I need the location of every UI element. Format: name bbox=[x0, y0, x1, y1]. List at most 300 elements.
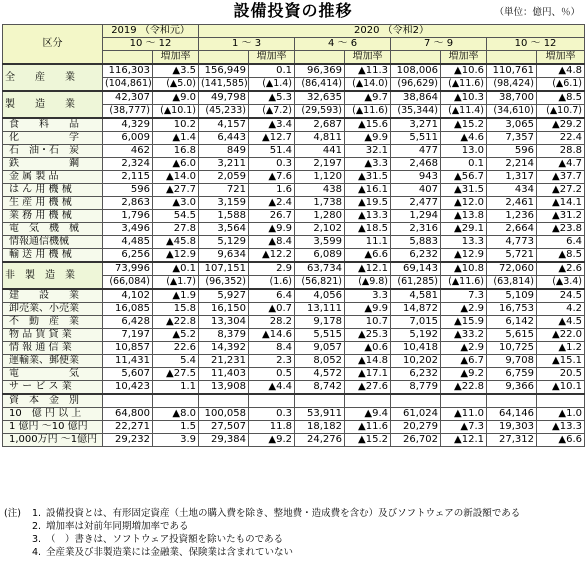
amount-cell: 19,303 bbox=[487, 421, 537, 434]
growth-cell: 7.3 bbox=[441, 289, 487, 303]
quarter-header: 1 ～ 3 bbox=[199, 38, 295, 51]
growth-cell: 6.4 bbox=[249, 289, 295, 303]
table-row bbox=[3, 158, 585, 171]
amount-cell: 3,159 bbox=[199, 197, 249, 210]
row-label: 製 造 業 bbox=[3, 91, 103, 118]
growth-cell: 6.4 bbox=[537, 236, 585, 249]
amount-cell: 1,588 bbox=[199, 210, 249, 223]
amount-header bbox=[295, 51, 345, 65]
growth-cell: ▲14.1 bbox=[537, 197, 585, 210]
growth-excl-software-cell: (▲9.8) bbox=[345, 276, 391, 290]
growth-cell: ▲15.1 bbox=[537, 355, 585, 368]
note-number: 4. bbox=[32, 547, 42, 558]
amount-cell bbox=[487, 394, 537, 408]
amount-cell: 2,197 bbox=[295, 158, 345, 171]
growth-cell: ▲4.8 bbox=[537, 64, 585, 78]
table-row bbox=[3, 303, 585, 316]
growth-excl-software-cell: (▲5.0) bbox=[153, 78, 199, 92]
growth-cell: ▲2.9 bbox=[441, 342, 487, 355]
amount-cell: 6,256 bbox=[103, 249, 153, 263]
growth-cell: ▲9.9 bbox=[345, 303, 391, 316]
growth-cell: 22.4 bbox=[537, 132, 585, 145]
amount-cell: 434 bbox=[487, 184, 537, 197]
amount-cell: 4,572 bbox=[295, 368, 345, 381]
growth-header: 増加率 bbox=[153, 51, 199, 65]
amount-cell: 8,779 bbox=[391, 381, 441, 395]
amount-cell: 2,687 bbox=[295, 118, 345, 132]
amount-cell: 11,403 bbox=[199, 368, 249, 381]
growth-cell: ▲13.3 bbox=[537, 421, 585, 434]
note-text: 全産業及び非製造業には金融業、保険業は含まれていない bbox=[46, 547, 294, 558]
amount-cell: 2,461 bbox=[487, 197, 537, 210]
growth-cell: 1.1 bbox=[153, 381, 199, 395]
row-label: 電 気 機 械 bbox=[3, 223, 103, 236]
growth-cell: ▲6.6 bbox=[537, 434, 585, 447]
growth-excl-software-cell: (▲11.4) bbox=[441, 105, 487, 119]
amount-cell: 156,949 bbox=[199, 64, 249, 78]
table-row bbox=[3, 249, 585, 263]
amount-cell: 3,599 bbox=[295, 236, 345, 249]
growth-cell: 0.3 bbox=[249, 408, 295, 421]
growth-cell: ▲8.5 bbox=[537, 91, 585, 105]
amount-cell: 13,908 bbox=[199, 381, 249, 395]
row-label: 食 料 品 bbox=[3, 118, 103, 132]
table-row bbox=[3, 64, 585, 78]
amount-cell: 3,496 bbox=[103, 223, 153, 236]
amount-cell: 10,423 bbox=[103, 381, 153, 395]
amount-cell: 116,303 bbox=[103, 64, 153, 78]
growth-cell: ▲4.4 bbox=[249, 381, 295, 395]
amount-cell: 107,151 bbox=[199, 262, 249, 276]
growth-cell: ▲14.6 bbox=[249, 329, 295, 342]
growth-cell bbox=[249, 394, 295, 408]
amount-cell: 9,708 bbox=[487, 355, 537, 368]
amount-cell: 61,024 bbox=[391, 408, 441, 421]
table-row bbox=[3, 434, 585, 447]
growth-cell: ▲3.3 bbox=[345, 158, 391, 171]
growth-cell: ▲1.2 bbox=[537, 342, 585, 355]
capex-table bbox=[2, 24, 585, 447]
growth-cell: ▲56.7 bbox=[441, 171, 487, 184]
growth-cell: ▲14.8 bbox=[345, 355, 391, 368]
amount-cell: 14,392 bbox=[199, 342, 249, 355]
growth-cell: ▲10.3 bbox=[441, 91, 487, 105]
amount-cell: 2,664 bbox=[487, 223, 537, 236]
growth-cell: ▲15.9 bbox=[441, 316, 487, 329]
growth-cell: ▲11.0 bbox=[441, 408, 487, 421]
growth-cell: 13.3 bbox=[441, 236, 487, 249]
table-row bbox=[3, 236, 585, 249]
growth-cell: ▲1.9 bbox=[153, 289, 199, 303]
amount-cell: 438 bbox=[295, 184, 345, 197]
amount-cell: 2,477 bbox=[391, 197, 441, 210]
amount-cell: 6,232 bbox=[391, 249, 441, 263]
page-title: 設備投資の推移 bbox=[233, 1, 353, 20]
amount-cell: 42,307 bbox=[103, 91, 153, 105]
amount-cell: 8,379 bbox=[199, 329, 249, 342]
amount-cell: 3,564 bbox=[199, 223, 249, 236]
growth-cell: ▲9.7 bbox=[345, 91, 391, 105]
amount-cell: 5,615 bbox=[487, 329, 537, 342]
amount-cell: 4,329 bbox=[103, 118, 153, 132]
amount-cell: 1,280 bbox=[295, 210, 345, 223]
amount-cell: 8,052 bbox=[295, 355, 345, 368]
amount-cell: 10,725 bbox=[487, 342, 537, 355]
row-label: 情 報 通 信 業 bbox=[3, 342, 103, 355]
amount-cell: 96,369 bbox=[295, 64, 345, 78]
growth-cell bbox=[441, 394, 487, 408]
amount-cell: 9,057 bbox=[295, 342, 345, 355]
amount-cell: 73,996 bbox=[103, 262, 153, 276]
growth-cell: ▲31.2 bbox=[537, 210, 585, 223]
amount-cell: 4,581 bbox=[391, 289, 441, 303]
category-header: 区分 bbox=[3, 25, 103, 65]
table-row bbox=[3, 145, 585, 158]
amount-cell: 64,800 bbox=[103, 408, 153, 421]
quarter-header: 10 ～ 12 bbox=[103, 38, 199, 51]
growth-cell: ▲8.4 bbox=[249, 236, 295, 249]
amount-cell: 4,485 bbox=[103, 236, 153, 249]
table-row bbox=[3, 394, 585, 408]
growth-cell: ▲45.8 bbox=[153, 236, 199, 249]
row-label: 1,000万円 ～1億円 bbox=[3, 434, 103, 447]
growth-cell: ▲27.6 bbox=[345, 381, 391, 395]
amount-cell: 943 bbox=[391, 171, 441, 184]
growth-cell: ▲27.2 bbox=[537, 184, 585, 197]
table-row bbox=[3, 197, 585, 210]
amount-cell: 407 bbox=[391, 184, 441, 197]
growth-cell: ▲12.7 bbox=[249, 132, 295, 145]
amount-cell: 9,366 bbox=[487, 381, 537, 395]
table-row bbox=[3, 381, 585, 395]
amount-excl-software-cell: (34,610) bbox=[487, 105, 537, 119]
year-2020-header: 2020 （令和2） bbox=[199, 25, 585, 38]
amount-cell: 49,798 bbox=[199, 91, 249, 105]
amount-cell: 4,056 bbox=[295, 289, 345, 303]
amount-header bbox=[391, 51, 441, 65]
growth-cell: ▲0.7 bbox=[249, 303, 295, 316]
amount-cell: 32,635 bbox=[295, 91, 345, 105]
growth-cell: ▲31.5 bbox=[345, 171, 391, 184]
growth-cell: ▲15.2 bbox=[345, 434, 391, 447]
amount-cell: 27,507 bbox=[199, 421, 249, 434]
amount-excl-software-cell: (96,629) bbox=[391, 78, 441, 92]
table-row bbox=[3, 171, 585, 184]
growth-excl-software-cell: (▲6.1) bbox=[537, 78, 585, 92]
growth-cell: ▲9.4 bbox=[345, 408, 391, 421]
amount-cell: 16,753 bbox=[487, 303, 537, 316]
quarter-header: 10 ～ 12 bbox=[487, 38, 585, 51]
amount-cell: 63,734 bbox=[295, 262, 345, 276]
amount-cell: 2,468 bbox=[391, 158, 441, 171]
amount-cell: 27,312 bbox=[487, 434, 537, 447]
growth-excl-software-cell: (▲3.4) bbox=[537, 276, 585, 290]
growth-header: 増加率 bbox=[537, 51, 585, 65]
amount-excl-software-cell: (56,821) bbox=[295, 276, 345, 290]
row-label: 生 産 用 機 械 bbox=[3, 197, 103, 210]
growth-cell: ▲12.1 bbox=[345, 262, 391, 276]
amount-cell: 26,702 bbox=[391, 434, 441, 447]
amount-cell: 1,317 bbox=[487, 171, 537, 184]
growth-cell: ▲29.1 bbox=[441, 223, 487, 236]
growth-cell: ▲10.8 bbox=[441, 262, 487, 276]
amount-cell: 6,142 bbox=[487, 316, 537, 329]
amount-cell: 8,742 bbox=[295, 381, 345, 395]
growth-cell: 13.0 bbox=[441, 145, 487, 158]
amount-cell: 6,232 bbox=[391, 368, 441, 381]
note-line bbox=[4, 546, 582, 559]
amount-cell: 13,304 bbox=[199, 316, 249, 329]
row-label: 資 本 金 別 bbox=[3, 394, 103, 408]
amount-cell: 7,015 bbox=[391, 316, 441, 329]
growth-cell: 4.2 bbox=[537, 303, 585, 316]
amount-cell: 5,192 bbox=[391, 329, 441, 342]
amount-cell: 10,418 bbox=[391, 342, 441, 355]
amount-cell: 5,515 bbox=[295, 329, 345, 342]
growth-cell: ▲22.0 bbox=[537, 329, 585, 342]
growth-cell: 15.8 bbox=[153, 303, 199, 316]
growth-cell: ▲3.5 bbox=[153, 64, 199, 78]
growth-cell: ▲10.1 bbox=[537, 381, 585, 395]
growth-cell: ▲10.6 bbox=[441, 64, 487, 78]
amount-cell: 2,316 bbox=[391, 223, 441, 236]
growth-cell: ▲27.7 bbox=[153, 184, 199, 197]
growth-cell bbox=[345, 394, 391, 408]
amount-cell: 6,443 bbox=[199, 132, 249, 145]
growth-cell: 27.8 bbox=[153, 223, 199, 236]
growth-cell bbox=[537, 394, 585, 408]
growth-excl-software-cell: (▲14.0) bbox=[345, 78, 391, 92]
growth-cell: ▲6.6 bbox=[345, 249, 391, 263]
amount-cell: 22,271 bbox=[103, 421, 153, 434]
growth-cell: ▲18.5 bbox=[345, 223, 391, 236]
growth-cell: 54.5 bbox=[153, 210, 199, 223]
growth-cell: ▲19.5 bbox=[345, 197, 391, 210]
row-label: 不 動 産 業 bbox=[3, 316, 103, 329]
amount-cell: 5,607 bbox=[103, 368, 153, 381]
growth-cell: ▲29.2 bbox=[537, 118, 585, 132]
growth-cell: 28.2 bbox=[249, 316, 295, 329]
table-body bbox=[3, 64, 585, 447]
amount-cell: 1,294 bbox=[391, 210, 441, 223]
growth-cell: ▲0.1 bbox=[153, 262, 199, 276]
table-row bbox=[3, 421, 585, 434]
amount-header bbox=[103, 51, 153, 65]
table-row bbox=[3, 118, 585, 132]
amount-cell: 5,129 bbox=[199, 236, 249, 249]
amount-cell: 38,864 bbox=[391, 91, 441, 105]
growth-cell: ▲8.5 bbox=[537, 249, 585, 263]
growth-cell: 16.8 bbox=[153, 145, 199, 158]
growth-cell: ▲14.0 bbox=[153, 171, 199, 184]
growth-cell: 1.6 bbox=[249, 184, 295, 197]
note-line bbox=[4, 507, 582, 520]
amount-cell: 2,115 bbox=[103, 171, 153, 184]
amount-cell: 21,231 bbox=[199, 355, 249, 368]
growth-cell: ▲11.3 bbox=[345, 64, 391, 78]
growth-cell: ▲8.0 bbox=[153, 408, 199, 421]
growth-cell: 10.2 bbox=[153, 118, 199, 132]
amount-cell: 64,146 bbox=[487, 408, 537, 421]
growth-cell: ▲9.9 bbox=[249, 223, 295, 236]
growth-excl-software-cell: (▲1.7) bbox=[153, 276, 199, 290]
amount-cell: 2,863 bbox=[103, 197, 153, 210]
amount-excl-software-cell: (61,285) bbox=[391, 276, 441, 290]
amount-cell: 2,102 bbox=[295, 223, 345, 236]
growth-cell: 8.4 bbox=[249, 342, 295, 355]
row-label: 卸売業、小売業 bbox=[3, 303, 103, 316]
growth-cell: ▲22.8 bbox=[153, 316, 199, 329]
growth-cell: ▲33.2 bbox=[441, 329, 487, 342]
row-label: は ん 用 機 械 bbox=[3, 184, 103, 197]
row-label: 鉄 鋼 bbox=[3, 158, 103, 171]
growth-cell: 51.4 bbox=[249, 145, 295, 158]
amount-cell bbox=[103, 394, 153, 408]
amount-cell: 53,911 bbox=[295, 408, 345, 421]
note-text: 設備投資とは、有形固定資産（土地の購入費を除き、整地費・造成費を含む）及びソフトウェアの新設額である bbox=[46, 508, 521, 519]
growth-header: 増加率 bbox=[345, 51, 391, 65]
note-number: 1. bbox=[32, 508, 42, 519]
amount-excl-software-cell: (45,233) bbox=[199, 105, 249, 119]
growth-cell: ▲6.7 bbox=[441, 355, 487, 368]
growth-cell: ▲4.5 bbox=[537, 316, 585, 329]
growth-cell: ▲4.7 bbox=[537, 158, 585, 171]
amount-cell: 20,279 bbox=[391, 421, 441, 434]
table-row bbox=[3, 91, 585, 105]
row-label: サ ー ビ ス 業 bbox=[3, 381, 103, 395]
growth-cell: ▲3.4 bbox=[249, 118, 295, 132]
growth-cell: ▲12.2 bbox=[249, 249, 295, 263]
amount-excl-software-cell: (98,424) bbox=[487, 78, 537, 92]
growth-cell: ▲15.6 bbox=[345, 118, 391, 132]
row-label: 非 製 造 業 bbox=[3, 262, 103, 289]
amount-cell: 596 bbox=[487, 145, 537, 158]
growth-cell: ▲9.0 bbox=[153, 91, 199, 105]
growth-cell: ▲4.6 bbox=[441, 132, 487, 145]
table-row bbox=[3, 132, 585, 145]
amount-cell: 5,511 bbox=[391, 132, 441, 145]
growth-cell: ▲31.5 bbox=[441, 184, 487, 197]
amount-cell: 5,883 bbox=[391, 236, 441, 249]
growth-excl-software-cell: (▲7.2) bbox=[249, 105, 295, 119]
row-label: 全 産 業 bbox=[3, 64, 103, 91]
amount-cell: 24,276 bbox=[295, 434, 345, 447]
amount-cell: 2,214 bbox=[487, 158, 537, 171]
amount-excl-software-cell: (29,593) bbox=[295, 105, 345, 119]
growth-excl-software-cell: (▲11.6) bbox=[441, 276, 487, 290]
table-row bbox=[3, 262, 585, 276]
growth-excl-software-cell: (1.6) bbox=[249, 276, 295, 290]
growth-cell: ▲12.0 bbox=[441, 197, 487, 210]
growth-cell: ▲7.6 bbox=[249, 171, 295, 184]
growth-excl-software-cell: (▲1.4) bbox=[249, 78, 295, 92]
row-label: 化 学 bbox=[3, 132, 103, 145]
row-label: 業 務 用 機 械 bbox=[3, 210, 103, 223]
amount-excl-software-cell: (104,861) bbox=[103, 78, 153, 92]
growth-cell: 3.9 bbox=[153, 434, 199, 447]
amount-cell: 108,006 bbox=[391, 64, 441, 78]
amount-cell: 2,324 bbox=[103, 158, 153, 171]
row-label: 物 品 賃 貸 業 bbox=[3, 329, 103, 342]
amount-cell: 6,428 bbox=[103, 316, 153, 329]
note-text: 増加率は対前年同期増加率である bbox=[46, 521, 189, 532]
amount-cell: 5,109 bbox=[487, 289, 537, 303]
amount-excl-software-cell: (38,777) bbox=[103, 105, 153, 119]
growth-cell: ▲37.7 bbox=[537, 171, 585, 184]
growth-excl-software-cell: (▲11.6) bbox=[441, 78, 487, 92]
growth-cell bbox=[153, 394, 199, 408]
amount-cell: 38,700 bbox=[487, 91, 537, 105]
amount-cell: 3,211 bbox=[199, 158, 249, 171]
growth-cell: ▲12.9 bbox=[441, 249, 487, 263]
amount-cell: 1,738 bbox=[295, 197, 345, 210]
row-label: 運輸業、郵便業 bbox=[3, 355, 103, 368]
amount-cell: 10,857 bbox=[103, 342, 153, 355]
unit-label: （単位：億円、％） bbox=[494, 7, 580, 18]
amount-cell: 6,759 bbox=[487, 368, 537, 381]
row-label: 10 億 円 以 上 bbox=[3, 408, 103, 421]
amount-cell: 1,796 bbox=[103, 210, 153, 223]
growth-cell: ▲13.8 bbox=[441, 210, 487, 223]
amount-cell bbox=[295, 394, 345, 408]
amount-cell: 849 bbox=[199, 145, 249, 158]
table-row bbox=[3, 408, 585, 421]
amount-cell: 462 bbox=[103, 145, 153, 158]
growth-cell: ▲23.8 bbox=[537, 223, 585, 236]
table-row bbox=[3, 184, 585, 197]
note-number: 2. bbox=[32, 521, 42, 532]
growth-cell: 3.3 bbox=[345, 289, 391, 303]
amount-cell: 13,111 bbox=[295, 303, 345, 316]
amount-cell: 4,157 bbox=[199, 118, 249, 132]
table-row bbox=[3, 289, 585, 303]
amount-excl-software-cell: (141,585) bbox=[199, 78, 249, 92]
growth-cell: 22.6 bbox=[153, 342, 199, 355]
table-row bbox=[3, 210, 585, 223]
growth-cell: ▲9.9 bbox=[345, 132, 391, 145]
growth-excl-software-cell: (▲11.6) bbox=[345, 105, 391, 119]
note-line bbox=[4, 520, 582, 533]
amount-cell: 7,197 bbox=[103, 329, 153, 342]
growth-cell: 2.9 bbox=[249, 262, 295, 276]
amount-excl-software-cell: (66,084) bbox=[103, 276, 153, 290]
growth-cell: ▲5.2 bbox=[153, 329, 199, 342]
growth-cell: 32.1 bbox=[345, 145, 391, 158]
amount-cell: 3,271 bbox=[391, 118, 441, 132]
table-row bbox=[3, 316, 585, 329]
amount-cell: 29,384 bbox=[199, 434, 249, 447]
amount-cell: 1,236 bbox=[487, 210, 537, 223]
growth-cell: 26.7 bbox=[249, 210, 295, 223]
amount-cell: 9,634 bbox=[199, 249, 249, 263]
growth-cell: ▲3.0 bbox=[153, 197, 199, 210]
amount-cell: 11,431 bbox=[103, 355, 153, 368]
growth-cell: ▲2.9 bbox=[441, 303, 487, 316]
growth-cell: ▲12.1 bbox=[441, 434, 487, 447]
amount-excl-software-cell: (35,344) bbox=[391, 105, 441, 119]
growth-excl-software-cell: (▲10.1) bbox=[153, 105, 199, 119]
growth-cell: ▲6.0 bbox=[153, 158, 199, 171]
amount-cell: 6,089 bbox=[295, 249, 345, 263]
growth-cell: ▲27.5 bbox=[153, 368, 199, 381]
growth-excl-software-cell: (▲10.7) bbox=[537, 105, 585, 119]
table-row bbox=[3, 329, 585, 342]
amount-cell: 6,009 bbox=[103, 132, 153, 145]
row-label: 電 気 bbox=[3, 368, 103, 381]
growth-cell: ▲2.6 bbox=[537, 262, 585, 276]
amount-header bbox=[487, 51, 537, 65]
growth-header: 増加率 bbox=[441, 51, 487, 65]
